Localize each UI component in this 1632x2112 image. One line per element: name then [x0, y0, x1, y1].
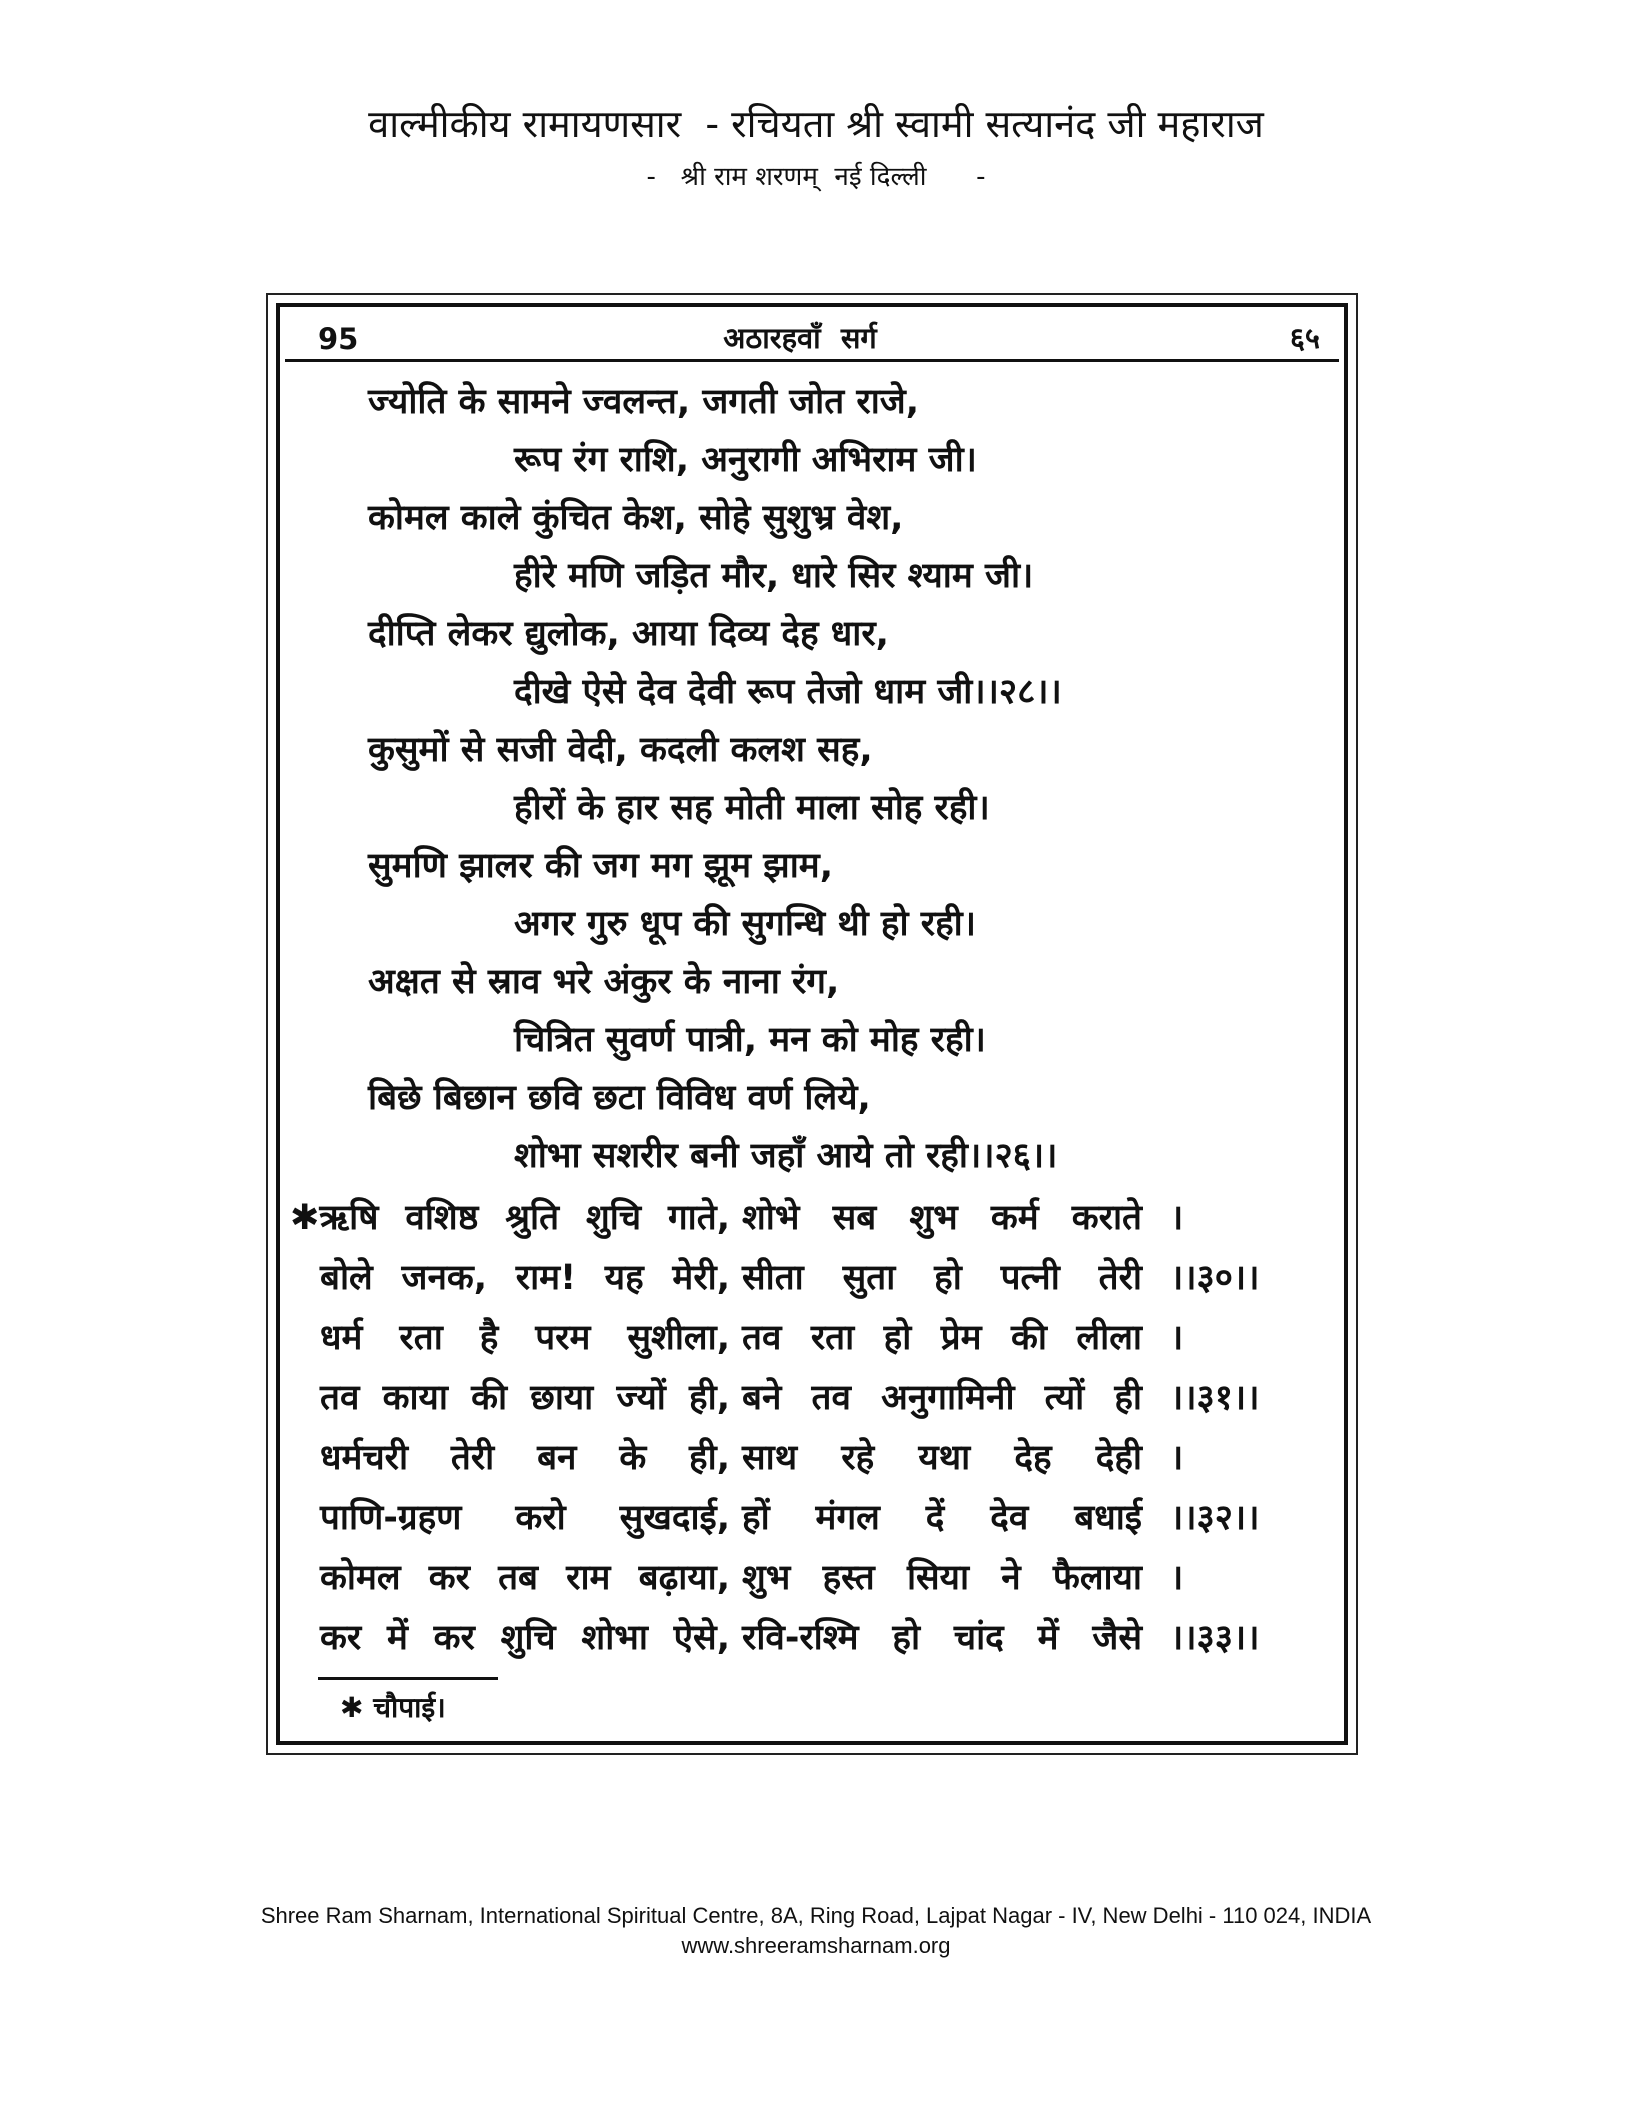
chaupai-first-half: धर्म रता है परम सुशीला,	[320, 1318, 730, 1358]
chaupai-verse-mark: ।	[1170, 1558, 1184, 1598]
chaupai-second-half: बने तव अनुगामिनी त्यों ही	[742, 1378, 1142, 1418]
chaupai-first-half: बोले जनक, राम! यह मेरी,	[320, 1258, 730, 1298]
footnote-rule	[318, 1677, 498, 1680]
verse-line: ज्योति के सामने ज्वलन्त, जगती जोत राजे,	[368, 382, 920, 422]
verse-line: चित्रित सुवर्ण पात्री, मन को मोह रही।	[514, 1020, 986, 1060]
verse-line: हीरों के हार सह मोती माला सोह रही।	[514, 788, 990, 828]
footnote: ✱ चौपाई।	[340, 1691, 446, 1724]
verse-line: कुसुमों से सजी वेदी, कदली कलश सह,	[368, 730, 873, 770]
chaupai-second-half: तव रता हो प्रेम की लीला	[742, 1318, 1142, 1358]
verse-line: बिछे बिछान छवि छटा विविध वर्ण लिये,	[368, 1078, 871, 1118]
chaupai-verse-mark: ।	[1170, 1198, 1184, 1238]
verse-line: हीरे मणि जड़ित मौर, धारे सिर श्याम जी।	[514, 556, 1034, 596]
chaupai-second-half: शोभे सब शुभ कर्म कराते	[742, 1198, 1142, 1238]
verse-line: सुमणि झालर की जग मग झूम झाम,	[368, 846, 834, 886]
header-rule	[285, 359, 1339, 362]
chaupai-first-half: कर में कर शुचि शोभा ऐसे,	[320, 1618, 730, 1658]
chaupai-first-half: कोमल कर तब राम बढ़ाया,	[320, 1558, 730, 1598]
page-number-devanagari: ६५	[1289, 321, 1320, 355]
chaupai-second-half: साथ रहे यथा देह देही	[742, 1438, 1142, 1478]
footer-website[interactable]: www.shreeramsharnam.org	[681, 1933, 951, 1958]
verse-line: अगर गुरु धूप की सुगन्धि थी हो रही।	[514, 904, 977, 944]
chaupai-first-half: धर्मचरी तेरी बन के ही,	[320, 1438, 730, 1478]
chaupai-second-half: शुभ हस्त सिया ने फैलाया	[742, 1558, 1142, 1598]
chaupai-verse-mark: ।।३१।।	[1170, 1378, 1260, 1418]
chaupai-verse-mark: ।	[1170, 1318, 1184, 1358]
chaupai-verse-mark: ।।३३।।	[1170, 1618, 1260, 1658]
chaupai-second-half: रवि-रश्मि हो चांद में जैसे	[742, 1618, 1142, 1658]
chaupai-verse-mark: ।	[1170, 1438, 1184, 1478]
footer-address: Shree Ram Sharnam, International Spiritual Centre, 8A, Ring Road, Lajpat Nagar - IV, New Delhi - 110 024, INDIA	[260, 1903, 1372, 1928]
chaupai-second-half: सीता सुता हो पत्नी तेरी	[742, 1258, 1142, 1298]
chaupai-second-half: हों मंगल दें देव बधाई	[742, 1498, 1142, 1538]
document-header-subtitle: - श्री राम शरणम् नई दिल्ली -	[646, 162, 986, 192]
chapter-title: अठारहवाँ सर्ग	[723, 321, 877, 355]
page-number: 95	[318, 322, 359, 356]
chaupai-first-half: ✱ऋषि वशिष्ठ श्रुति शुचि गाते,	[290, 1198, 730, 1238]
chaupai-first-half: तव काया की छाया ज्यों ही,	[320, 1378, 730, 1418]
verse-line: कोमल काले कुंचित केश, सोहे सुशुभ्र वेश,	[368, 498, 904, 538]
document-header-title: वाल्मीकीय रामायणसार - रचियता श्री स्वामी सत्यानंद जी महाराज	[368, 102, 1264, 146]
verse-line: अक्षत से स्राव भरे अंकुर के नाना रंग,	[368, 962, 840, 1002]
verse-line: रूप रंग राशि, अनुरागी अभिराम जी।	[514, 440, 977, 480]
chaupai-first-half: पाणि-ग्रहण करो सुखदाई,	[320, 1498, 730, 1538]
verse-line: दीप्ति लेकर द्युलोक, आया दिव्य देह धार,	[368, 614, 889, 654]
chaupai-verse-mark: ।।३०।।	[1170, 1258, 1260, 1298]
chaupai-verse-mark: ।।३२।।	[1170, 1498, 1260, 1538]
verse-line: शोभा सशरीर बनी जहाँ आये तो रही।।२६।।	[514, 1136, 1058, 1176]
verse-line: दीखे ऐसे देव देवी रूप तेजो धाम जी।।२८।।	[514, 672, 1062, 712]
